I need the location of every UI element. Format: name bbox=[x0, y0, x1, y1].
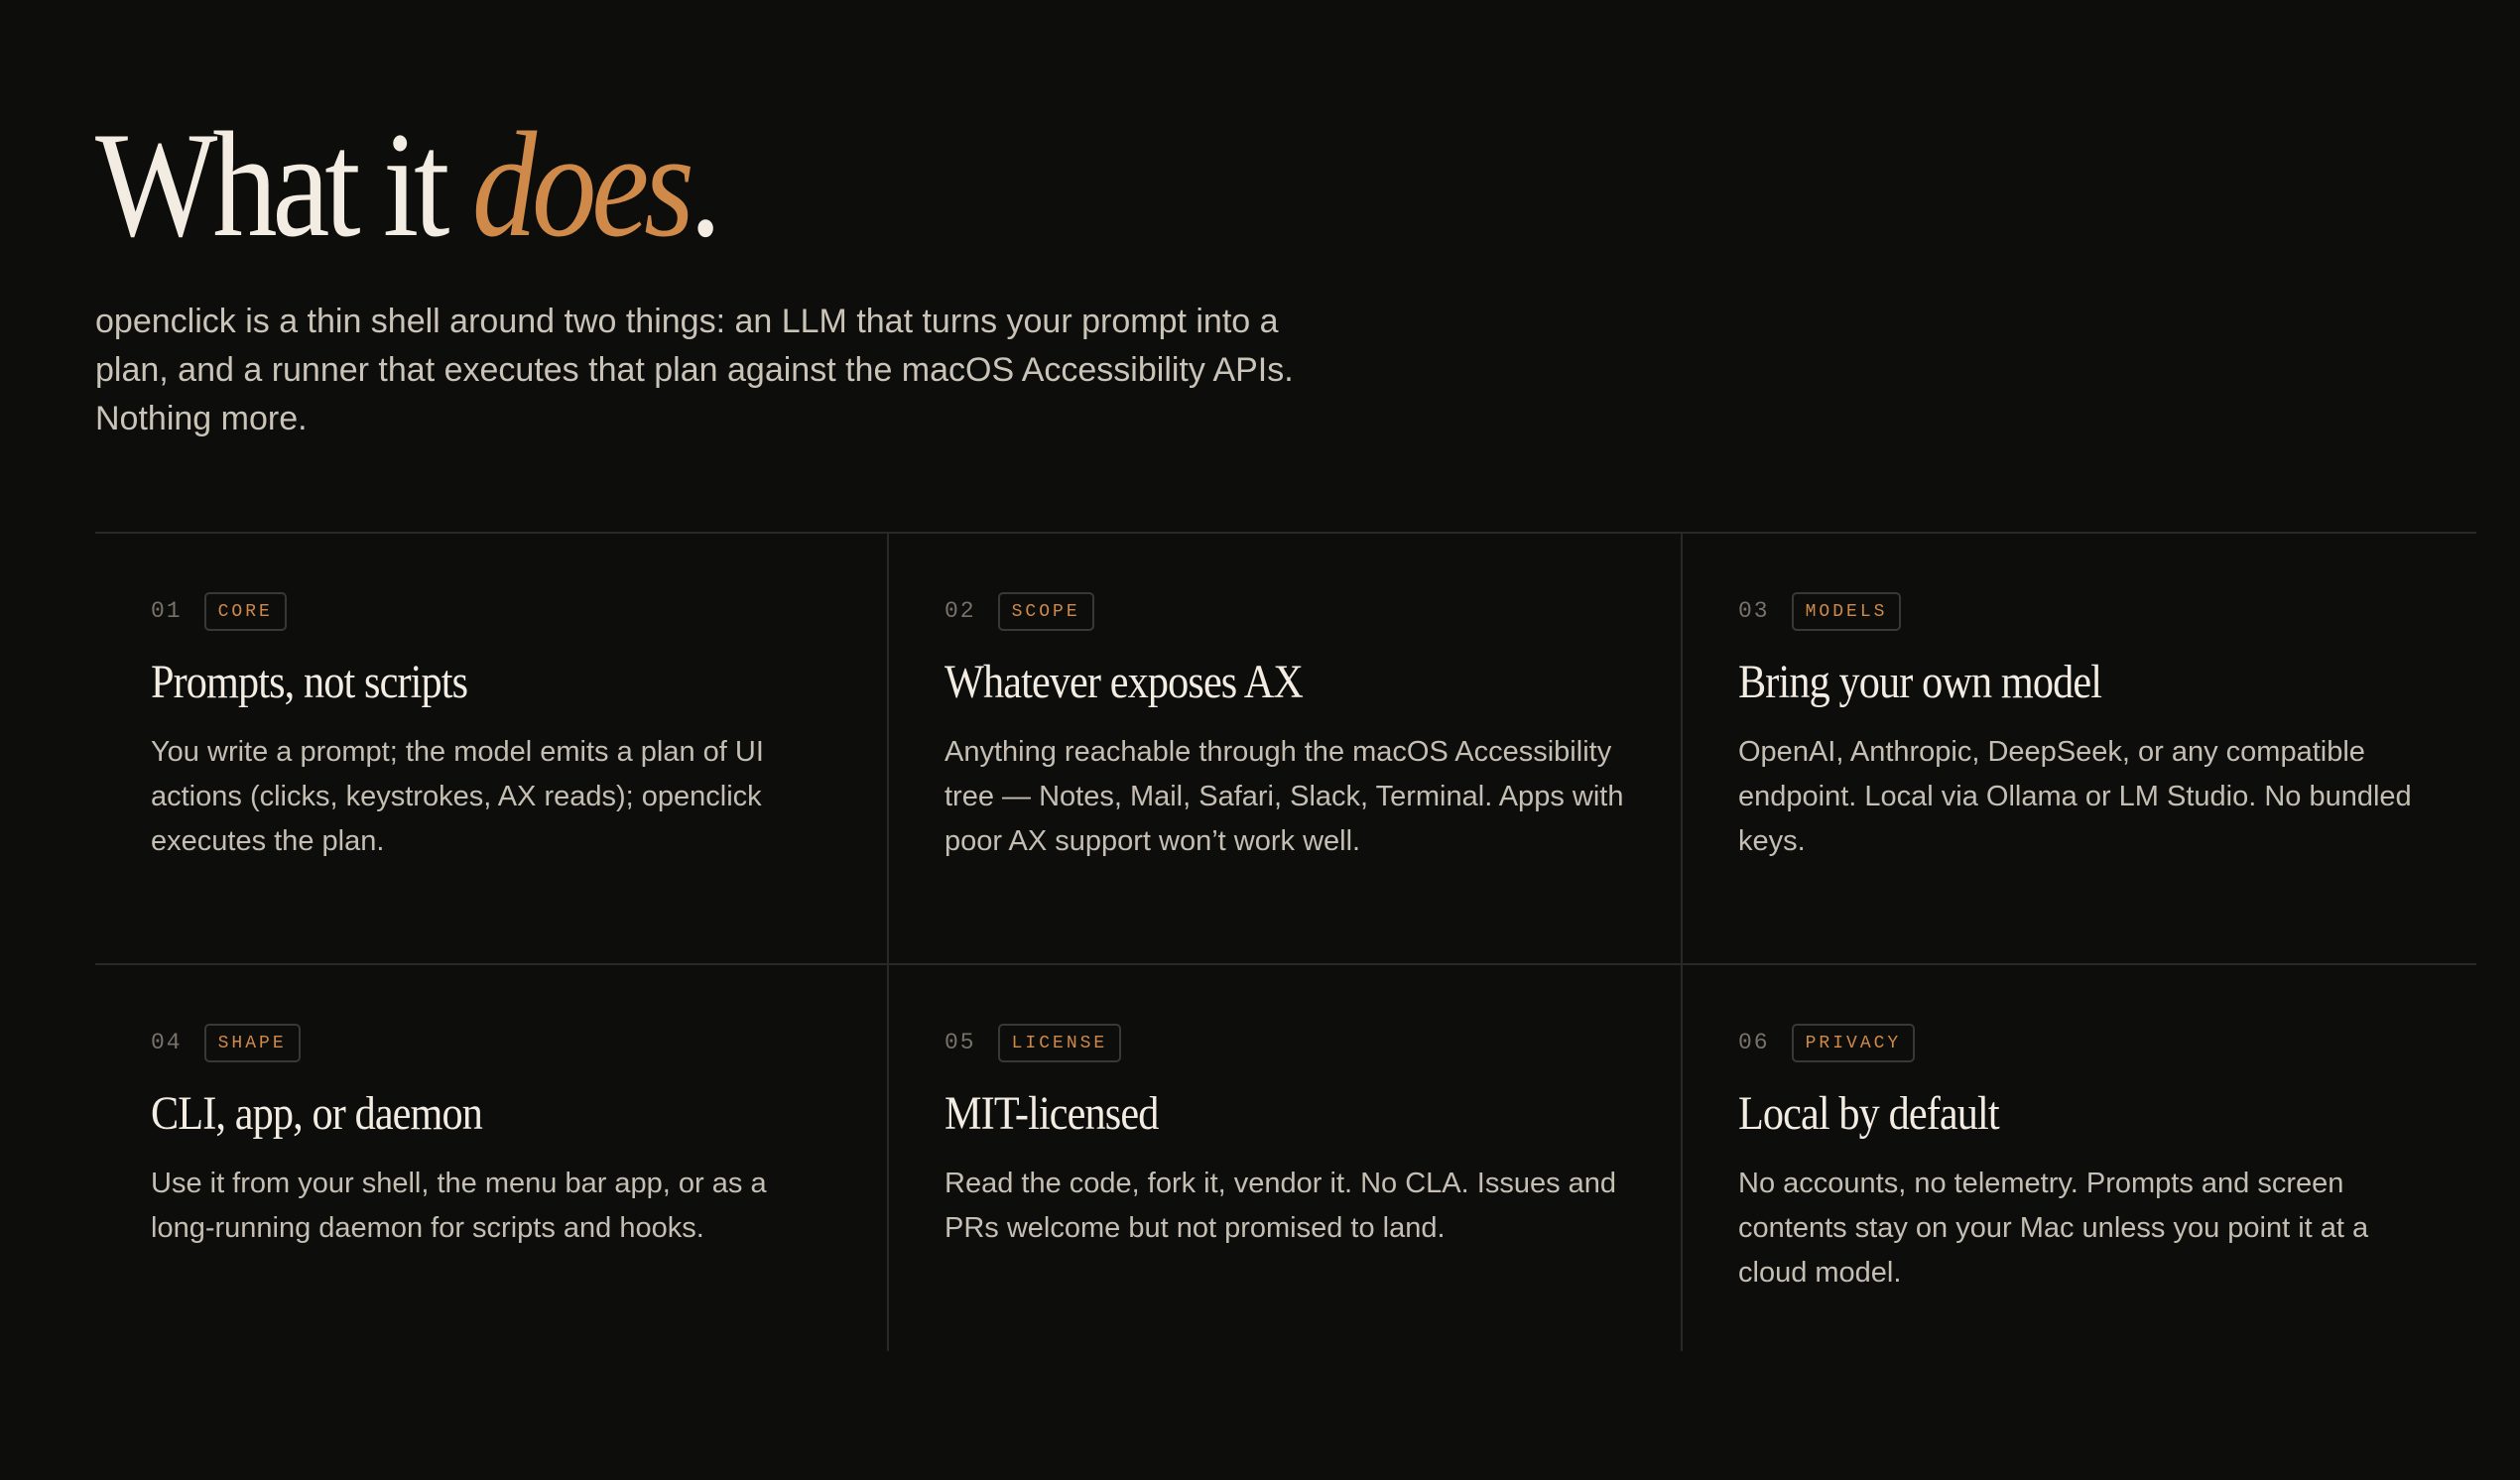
feature-card-license bbox=[889, 965, 1683, 1351]
feature-description: Use it from your shell, the menu bar app, or as a long-running daemon for scripts and hooks. bbox=[151, 1168, 767, 1244]
feature-tag: SHAPE bbox=[204, 1024, 301, 1062]
title-accent: does bbox=[471, 101, 690, 268]
feature-tag: MODELS bbox=[1792, 592, 1902, 631]
feature-title: Whatever exposes AX bbox=[945, 656, 1303, 708]
feature-title: CLI, app, or daemon bbox=[151, 1087, 483, 1140]
title-prefix: What it bbox=[95, 101, 472, 268]
feature-meta bbox=[945, 1023, 1625, 1062]
feature-meta bbox=[945, 591, 1625, 631]
feature-title: Prompts, not scripts bbox=[151, 656, 468, 708]
feature-number: 03 bbox=[1738, 598, 1770, 624]
feature-meta bbox=[151, 1023, 831, 1062]
feature-card-privacy bbox=[1683, 965, 2476, 1351]
features-grid bbox=[95, 532, 2476, 1351]
feature-description: No accounts, no telemetry. Prompts and screen contents stay on your Mac unless you point it at a cloud model. bbox=[1738, 1168, 2369, 1289]
feature-card-scope bbox=[889, 534, 1683, 965]
feature-description: Read the code, fork it, vendor it. No CLA. Issues and PRs welcome but not promised to land. bbox=[945, 1168, 1617, 1244]
feature-number: 01 bbox=[151, 598, 183, 624]
feature-number: 04 bbox=[151, 1030, 183, 1055]
feature-card-models bbox=[1683, 534, 2476, 965]
page-title bbox=[95, 101, 1153, 268]
feature-description: OpenAI, Anthropic, DeepSeek, or any compatible endpoint. Local via Ollama or LM Studio. No bundled keys. bbox=[1738, 736, 2412, 857]
feature-description: Anything reachable through the macOS Accessibility tree — Notes, Mail, Safari, Slack, Terminal. Apps with poor AX support won’t work well. bbox=[945, 736, 1624, 857]
feature-meta bbox=[151, 591, 831, 631]
feature-meta bbox=[1738, 591, 2421, 631]
feature-title: Bring your own model bbox=[1738, 656, 2102, 708]
feature-tag: CORE bbox=[204, 592, 287, 631]
intro-paragraph: openclick is a thin shell around two things: an LLM that turns your prompt into a plan, and a runner that executes that plan against the macOS Accessibility APIs. Nothing more. bbox=[95, 303, 1294, 437]
feature-tag: LICENSE bbox=[998, 1024, 1122, 1062]
feature-number: 05 bbox=[945, 1030, 976, 1055]
feature-tag: PRIVACY bbox=[1792, 1024, 1916, 1062]
feature-meta bbox=[1738, 1023, 2421, 1062]
feature-card-core bbox=[95, 534, 889, 965]
hero-section bbox=[95, 101, 1325, 443]
feature-title: Local by default bbox=[1738, 1087, 1999, 1140]
feature-tag: SCOPE bbox=[998, 592, 1094, 631]
feature-number: 02 bbox=[945, 598, 976, 624]
feature-card-shape bbox=[95, 965, 889, 1351]
feature-number: 06 bbox=[1738, 1030, 1770, 1055]
feature-description: You write a prompt; the model emits a plan of UI actions (clicks, keystrokes, AX reads); openclick executes the plan. bbox=[151, 736, 764, 857]
feature-title: MIT-licensed bbox=[945, 1087, 1159, 1140]
title-suffix: . bbox=[689, 101, 717, 268]
